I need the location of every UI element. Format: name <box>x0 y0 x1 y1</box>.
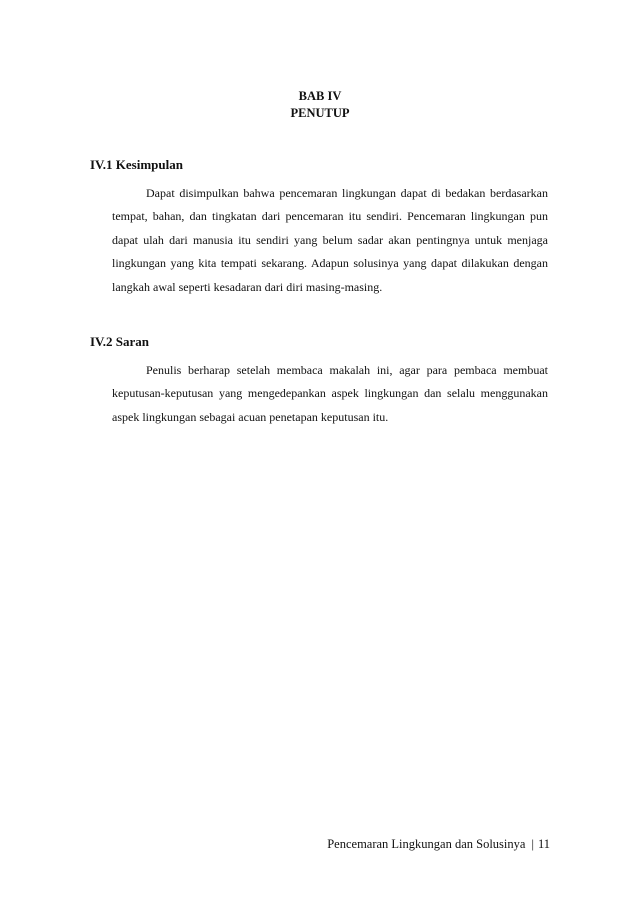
section-heading-kesimpulan: IV.1 Kesimpulan <box>90 157 183 172</box>
paragraph-saran: Penulis berharap setelah membaca makalah ini, agar para pembaca membuat keputusan-keputusan yang mengedepankan aspek lingkungan dan selalu menggunakan aspek lingkungan sebagai acuan penetapan keputusan itu. <box>112 363 548 424</box>
footer-title: Pencemaran Lingkungan dan Solusinya <box>327 837 526 851</box>
chapter-number: BAB IV <box>298 89 342 103</box>
chapter-heading <box>220 88 420 122</box>
section-heading-saran: IV.2 Saran <box>90 334 150 349</box>
footer-separator: | <box>531 837 534 851</box>
page-footer <box>327 836 550 852</box>
page-number: 11 <box>537 837 550 851</box>
paragraph-kesimpulan: Dapat disimpulkan bahwa pencemaran lingkungan dapat di bedakan berdasarkan tempat, bahan, dan tingkatan dari pencemaran itu sendiri. Pencemaran lingkungan pun dapat ulah dari manusia itu sendiri yang belum sadar akan pentingnya untuk menjaga lingkungan yang kita tempati sekarang. Adapun solusinya yang dapat dilakukan dengan langkah awal seperti kesadaran dari diri masing-masing. <box>112 186 548 294</box>
chapter-title: PENUTUP <box>290 106 350 120</box>
